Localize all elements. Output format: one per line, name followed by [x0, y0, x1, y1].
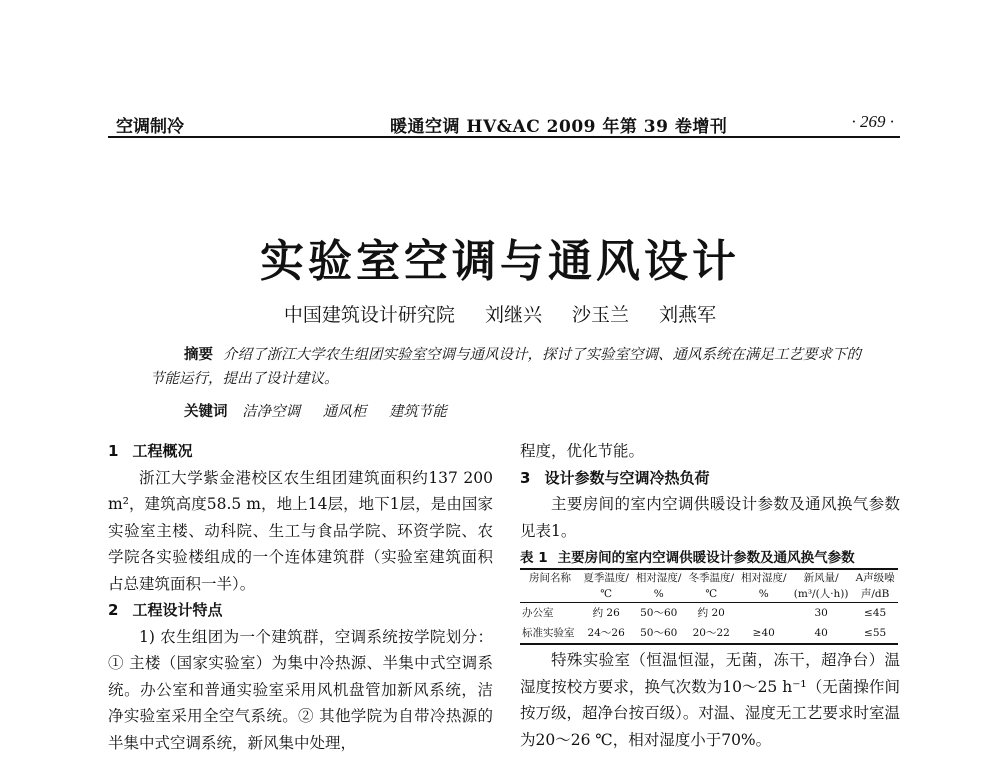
table-cell: 30 [814, 607, 828, 619]
section-number: 3 [520, 468, 531, 487]
table-cell: 约 26 [592, 607, 620, 619]
section-title: 工程设计特点 [132, 601, 223, 619]
table-cell: ≤55 [852, 623, 898, 644]
table-1 [520, 548, 900, 645]
table-row [520, 623, 898, 644]
keywords [184, 400, 465, 421]
author-name: 沙玉兰 [572, 304, 630, 326]
paragraph-continuation: 程度，优化节能。 [520, 442, 645, 460]
section-heading [108, 438, 493, 465]
table-cell: ≥40 [738, 623, 791, 644]
section-title: 工程概况 [132, 442, 193, 460]
table-header-unit: (m³/(人·h)) [790, 586, 852, 603]
table-cell: 20～22 [685, 623, 738, 644]
paragraph: 1) 农生组团为一个建筑群，空调系统按学院划分：① 主楼（国家实验室）为集中冷热源、半集中式空调系统。办公室和普通实验室采用风机盘管加新风系统，洁净实验室采用全空气系统。② 其他学院为自带冷热源的半集中式空调系统，新风集中处理， [108, 627, 493, 752]
abstract-label: 摘要 [184, 347, 213, 363]
keyword: 通风柜 [322, 404, 367, 420]
affiliation: 中国建筑设计研究院 [283, 304, 455, 326]
table-header-unit: % [632, 586, 685, 603]
table-cell [738, 603, 791, 624]
table-header-cell: 相对湿度/ [632, 569, 685, 586]
section-number: 2 [108, 601, 119, 619]
table-cell: 标准实验室 [520, 623, 580, 644]
keyword: 洁净空调 [242, 404, 301, 420]
paper-title: 实验室空调与通风设计 [260, 236, 740, 287]
table-cell: ≤45 [864, 607, 887, 619]
header-journal-name: 暖通空调 HV&AC 2009 年第 39 卷增刊 [390, 117, 728, 137]
section-number: 1 [108, 442, 119, 460]
table-row [520, 603, 898, 624]
table-header-cell: 新风量/ [790, 569, 852, 586]
table-caption-text: 主要房间的室内空调供暖设计参数及通风换气参数 [557, 550, 855, 566]
section-heading [108, 597, 493, 624]
table-header-cell: A声级噪 [852, 569, 898, 586]
table-header-cell: 夏季温度/ [580, 569, 633, 586]
abstract [150, 343, 870, 391]
table-cell: 50～60 [640, 607, 678, 619]
section-heading [520, 465, 900, 492]
table-header-unit: % [738, 586, 791, 603]
table-caption [520, 548, 900, 568]
abstract-text: 介绍了浙江大学农生组团实验室空调与通风设计，探讨了实验室空调、通风系统在满足工艺要求下的节能运行，提出了设计建议。 [150, 347, 861, 387]
author-line [0, 300, 1000, 327]
keyword: 建筑节能 [388, 404, 447, 420]
table-header-cell: 相对湿度/ [738, 569, 791, 586]
table-header-unit [520, 586, 580, 603]
paragraph: 主要房间的室内空调供暖设计参数及通风换气参数见表1。 [520, 495, 900, 540]
paragraph: 浙江大学紫金港校区农生组团建筑面积约137 200 m²，建筑高度58.5 m，地上14层，地下1层，是由国家实验室主楼、动科院、生工与食品学院、环资学院、农学院各实验楼组成的一个连体建筑群（实验室建筑面积占总建筑面积一半）。 [108, 468, 493, 593]
author-name: 刘继兴 [484, 304, 542, 326]
header-page-number: · 269 · [851, 112, 894, 131]
table-header-cell: 冬季温度/ [685, 569, 738, 586]
table-header-unit: ℃ [685, 586, 738, 603]
header-section-name: 空调制冷 [116, 117, 184, 137]
section-title: 设计参数与空调冷热负荷 [544, 468, 710, 487]
table-header-unit: 声/dB [852, 586, 898, 603]
running-header [108, 110, 900, 140]
right-column [520, 438, 900, 753]
paragraph: 特殊实验室（恒温恒湿，无菌，冻干，超净台）温湿度按校方要求，换气次数为10～25 h⁻¹（无菌操作间按万级，超净台按百级）。对温、湿度无工艺要求时室温为20～26 ℃，相对湿度小于70%。 [520, 651, 900, 749]
table-header-cell: 房间名称 [520, 569, 580, 586]
table-number: 表 1 [520, 550, 548, 566]
table-cell: 约 20 [697, 607, 725, 619]
header-rule [108, 136, 900, 138]
data-table [520, 568, 898, 645]
table-header-unit: ℃ [580, 586, 633, 603]
table-cell: 50～60 [632, 623, 685, 644]
table-cell: 24～26 [580, 623, 633, 644]
keywords-label: 关键词 [184, 404, 228, 420]
table-cell: 40 [790, 623, 852, 644]
left-column [108, 438, 493, 756]
table-cell: 办公室 [522, 607, 554, 619]
author-name: 刘燕军 [659, 304, 717, 326]
